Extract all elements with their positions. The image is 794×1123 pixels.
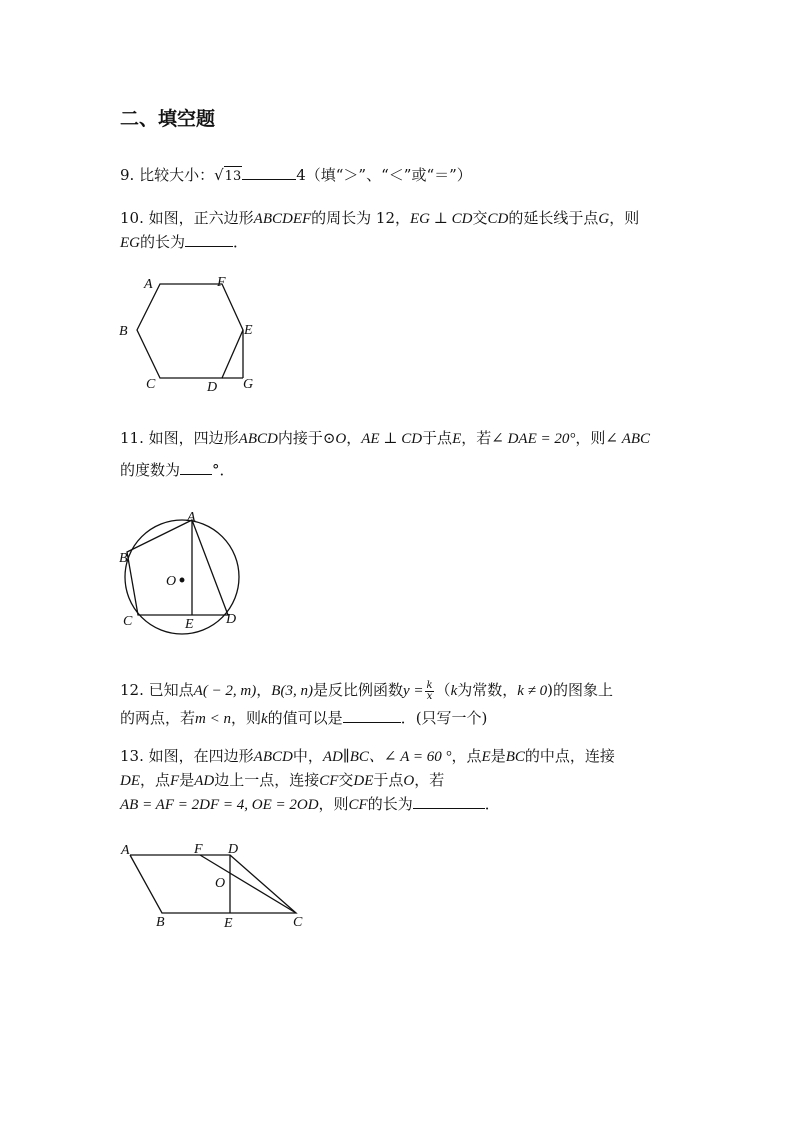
label-e: E	[185, 617, 194, 632]
question-13-line-2	[120, 770, 444, 791]
q13-condition-2: AB = AF = 2DF = 4, OE = 2OD	[120, 797, 319, 813]
q11-circle: ⊙O	[322, 431, 347, 447]
q12-denominator: x	[426, 690, 433, 702]
q9-text: 比较大小：	[139, 166, 215, 184]
q11-text: 如图，四边形	[148, 429, 239, 447]
q11-perpendicular: AE ⊥ CD	[361, 431, 423, 447]
q11-text: 的度数为	[120, 461, 181, 479]
label-c: C	[123, 614, 133, 629]
q11-angle-abc: ∠ ABC	[605, 431, 651, 447]
label-a: A	[121, 843, 130, 858]
question-11-line-2	[120, 460, 235, 480]
label-b: B	[156, 915, 165, 930]
label-e: E	[224, 916, 233, 931]
q13-text: 是	[179, 771, 195, 789]
q13-segment-de: DE	[353, 773, 374, 789]
q10-text: ．	[233, 233, 249, 251]
q13-text: ．	[484, 795, 500, 813]
label-b: B	[119, 551, 128, 566]
q13-text: ，点	[140, 771, 171, 789]
label-f: F	[217, 275, 226, 290]
q12-k-condition: k ≠ 0	[517, 683, 548, 699]
q12-k: k	[261, 711, 268, 727]
q11-text: 于点	[422, 429, 453, 447]
q12-numerator: k	[426, 679, 433, 691]
q11-angle-dae: ∠ DAE = 20°	[491, 431, 576, 447]
label-a: A	[187, 510, 196, 525]
sqrt-expression: √13	[214, 165, 242, 187]
label-d: D	[207, 380, 218, 395]
q13-segment-de: DE	[120, 773, 140, 789]
q9-value: 4	[296, 166, 306, 184]
q13-text: 交	[338, 771, 354, 789]
q12-k: k	[450, 683, 458, 699]
q12-point-b: B(3, n)	[271, 683, 313, 699]
label-d: D	[228, 842, 239, 857]
q12-text: 的两点，若	[120, 709, 196, 727]
q10-text: 如图，正六边形	[148, 209, 254, 227]
q9-answer-blank[interactable]	[242, 165, 296, 180]
q13-text: 如图，在四边形	[148, 747, 254, 765]
q10-answer-blank[interactable]	[185, 232, 233, 247]
q11-text: ，若	[461, 429, 492, 447]
q12-function-lhs: y =	[402, 683, 424, 699]
q12-text: ，则	[230, 709, 261, 727]
label-a: A	[144, 277, 153, 292]
q12-answer-blank[interactable]	[343, 708, 401, 723]
q13-answer-blank[interactable]	[413, 794, 485, 809]
q10-number: 10.	[120, 209, 144, 227]
q12-fraction	[425, 681, 433, 702]
q12-text: ，	[256, 681, 272, 699]
q13-number: 13.	[120, 747, 144, 765]
label-f: F	[194, 842, 203, 857]
label-e: E	[244, 323, 253, 338]
q12-text: 已知点	[148, 681, 194, 699]
q11-text: 内接于	[277, 429, 323, 447]
q12-text: 的值可以是	[267, 709, 343, 727]
hexagon	[137, 284, 243, 378]
label-b: B	[119, 324, 128, 339]
hexagon-figure	[110, 268, 270, 398]
q10-text: 的延长线于点	[508, 209, 599, 227]
q11-text: ，则	[575, 429, 606, 447]
q13-text: 的长为	[367, 795, 413, 813]
q13-condition-1: AD∥BC、∠ A = 60 °	[322, 749, 452, 765]
q13-point-e: E	[481, 749, 491, 765]
q11-number: 11.	[120, 429, 144, 447]
q13-text: 的中点，连接	[524, 747, 615, 765]
q10-text: ，则	[609, 209, 640, 227]
label-c: C	[293, 915, 303, 930]
q13-segment-cf: CF	[319, 773, 339, 789]
q12-text: 为常数，	[457, 681, 518, 699]
q10-segment-cd: CD	[487, 211, 509, 227]
q13-text: 边上一点，连接	[214, 771, 320, 789]
q9-instruction: （填“＞”、“＜”或“＝”）	[305, 166, 472, 184]
quadrilateral-figure	[112, 838, 317, 933]
question-13-line-1	[120, 746, 615, 767]
q12-text: （	[435, 681, 451, 699]
question-12-line-2	[120, 708, 487, 729]
q11-point-e: E	[452, 431, 462, 447]
question-9	[120, 165, 472, 187]
question-12-line-1	[120, 680, 613, 702]
label-o: O	[166, 574, 177, 589]
q10-hexagon-name: ABCDEF	[253, 211, 312, 227]
q10-point-g: G	[598, 211, 610, 227]
q12-condition: m < n	[195, 711, 231, 727]
q12-number: 12.	[120, 681, 144, 699]
q12-point-a: A( − 2, m)	[193, 683, 257, 699]
q13-segment-bc: BC	[505, 749, 525, 765]
quadrilateral-abcd	[127, 520, 228, 615]
q11-quad-name: ABCD	[238, 431, 278, 447]
circle-o	[125, 520, 239, 634]
q13-point-f: F	[170, 773, 180, 789]
quadrilateral-abcd	[130, 855, 296, 913]
q12-text: )的图象上	[547, 681, 613, 699]
question-10-line-2	[120, 232, 248, 253]
circle-figure	[110, 505, 260, 640]
q10-text: 的长为	[140, 233, 186, 251]
section-title: 二、填空题	[120, 108, 216, 130]
label-o: O	[215, 876, 226, 891]
label-g: G	[243, 377, 254, 392]
question-10-line-1	[120, 208, 639, 229]
label-c: C	[146, 377, 156, 392]
q13-text: 是	[490, 747, 506, 765]
center-point	[180, 578, 184, 582]
q13-text: ，若	[414, 771, 445, 789]
q11-text: °．	[212, 461, 235, 479]
q13-text: ，则	[318, 795, 349, 813]
q10-perpendicular: EG ⊥ CD	[410, 211, 473, 227]
question-13-line-3	[120, 794, 500, 815]
radicand: 13	[224, 166, 243, 187]
q10-text: 交	[472, 209, 488, 227]
q13-segment-ad: AD	[194, 773, 215, 789]
q9-number: 9.	[120, 166, 135, 184]
q13-text: ，点	[451, 747, 482, 765]
q11-text: ，	[346, 429, 362, 447]
q13-point-o: O	[403, 773, 415, 789]
q10-segment-eg: EG	[120, 235, 140, 251]
q12-text: 是反比例函数	[312, 681, 403, 699]
label-d: D	[226, 612, 237, 627]
q12-text: ．(只写一个)	[400, 709, 488, 727]
q13-text: 中，	[292, 747, 323, 765]
question-11-line-1	[120, 428, 650, 449]
q10-text: 的周长为 12，	[311, 209, 411, 227]
q13-quad-name: ABCD	[253, 749, 293, 765]
q13-segment-cf: CF	[348, 797, 368, 813]
q11-answer-blank[interactable]	[180, 460, 212, 475]
q13-text: 于点	[373, 771, 404, 789]
